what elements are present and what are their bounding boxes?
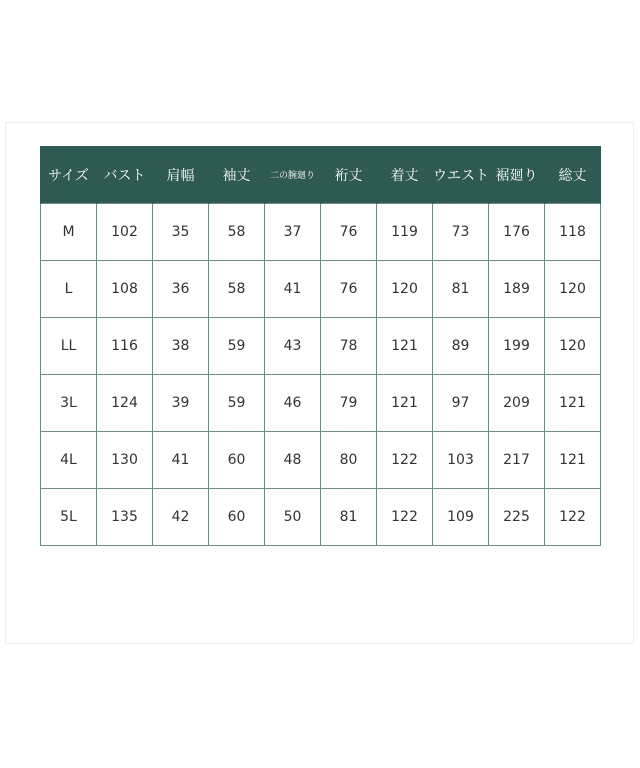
header-total-length: 総丈 (545, 146, 601, 204)
table-cell: 130 (97, 432, 153, 489)
table-cell: 121 (377, 375, 433, 432)
header-shoulder-width: 肩幅 (153, 146, 209, 204)
header-waist: ウエスト (433, 146, 489, 204)
table-cell: 41 (265, 261, 321, 318)
table-cell: 38 (153, 318, 209, 375)
table-cell: 122 (377, 432, 433, 489)
table-cell: 122 (545, 489, 601, 546)
table-cell: 121 (545, 432, 601, 489)
table-cell: 81 (321, 489, 377, 546)
row-size-label: L (41, 261, 97, 318)
row-size-label: LL (41, 318, 97, 375)
table-cell: 103 (433, 432, 489, 489)
table-cell: 120 (377, 261, 433, 318)
row-size-label: M (41, 204, 97, 261)
table-cell: 124 (97, 375, 153, 432)
table-cell: 122 (377, 489, 433, 546)
table-cell: 89 (433, 318, 489, 375)
table-cell: 76 (321, 261, 377, 318)
table-cell: 46 (265, 375, 321, 432)
table-cell: 60 (209, 432, 265, 489)
table-cell: 59 (209, 318, 265, 375)
table-cell: 97 (433, 375, 489, 432)
table-row (41, 318, 601, 375)
table-cell: 189 (489, 261, 545, 318)
row-size-label: 5L (41, 489, 97, 546)
table-cell: 58 (209, 261, 265, 318)
table-cell: 50 (265, 489, 321, 546)
table-row (41, 204, 601, 261)
table-cell: 58 (209, 204, 265, 261)
table-cell: 209 (489, 375, 545, 432)
header-upper-arm: 二の腕廻り (265, 146, 321, 204)
header-yuki-length: 裄丈 (321, 146, 377, 204)
table-cell: 217 (489, 432, 545, 489)
table-cell: 116 (97, 318, 153, 375)
size-chart-table (40, 146, 601, 546)
table-cell: 119 (377, 204, 433, 261)
table-cell: 108 (97, 261, 153, 318)
table-cell: 60 (209, 489, 265, 546)
table-row (41, 375, 601, 432)
header-sleeve-length: 袖丈 (209, 146, 265, 204)
table-cell: 41 (153, 432, 209, 489)
table-cell: 48 (265, 432, 321, 489)
table-row (41, 261, 601, 318)
table-cell: 42 (153, 489, 209, 546)
table-cell: 80 (321, 432, 377, 489)
table-cell: 225 (489, 489, 545, 546)
header-length: 着丈 (377, 146, 433, 204)
table-cell: 121 (377, 318, 433, 375)
header-hem: 裾廻り (489, 146, 545, 204)
table-cell: 79 (321, 375, 377, 432)
row-size-label: 4L (41, 432, 97, 489)
table-cell: 109 (433, 489, 489, 546)
table-cell: 39 (153, 375, 209, 432)
table-cell: 35 (153, 204, 209, 261)
row-size-label: 3L (41, 375, 97, 432)
table-cell: 120 (545, 261, 601, 318)
table-cell: 102 (97, 204, 153, 261)
table-row (41, 489, 601, 546)
table-cell: 43 (265, 318, 321, 375)
header-size: サイズ (41, 146, 97, 204)
table-cell: 59 (209, 375, 265, 432)
table-header-row (41, 146, 601, 204)
table-cell: 81 (433, 261, 489, 318)
table-cell: 76 (321, 204, 377, 261)
header-bust: バスト (97, 146, 153, 204)
table-cell: 36 (153, 261, 209, 318)
table-cell: 37 (265, 204, 321, 261)
table-cell: 73 (433, 204, 489, 261)
table-cell: 118 (545, 204, 601, 261)
table-cell: 78 (321, 318, 377, 375)
table-cell: 176 (489, 204, 545, 261)
table-cell: 199 (489, 318, 545, 375)
table-cell: 120 (545, 318, 601, 375)
table-cell: 121 (545, 375, 601, 432)
table-row (41, 432, 601, 489)
table-cell: 135 (97, 489, 153, 546)
